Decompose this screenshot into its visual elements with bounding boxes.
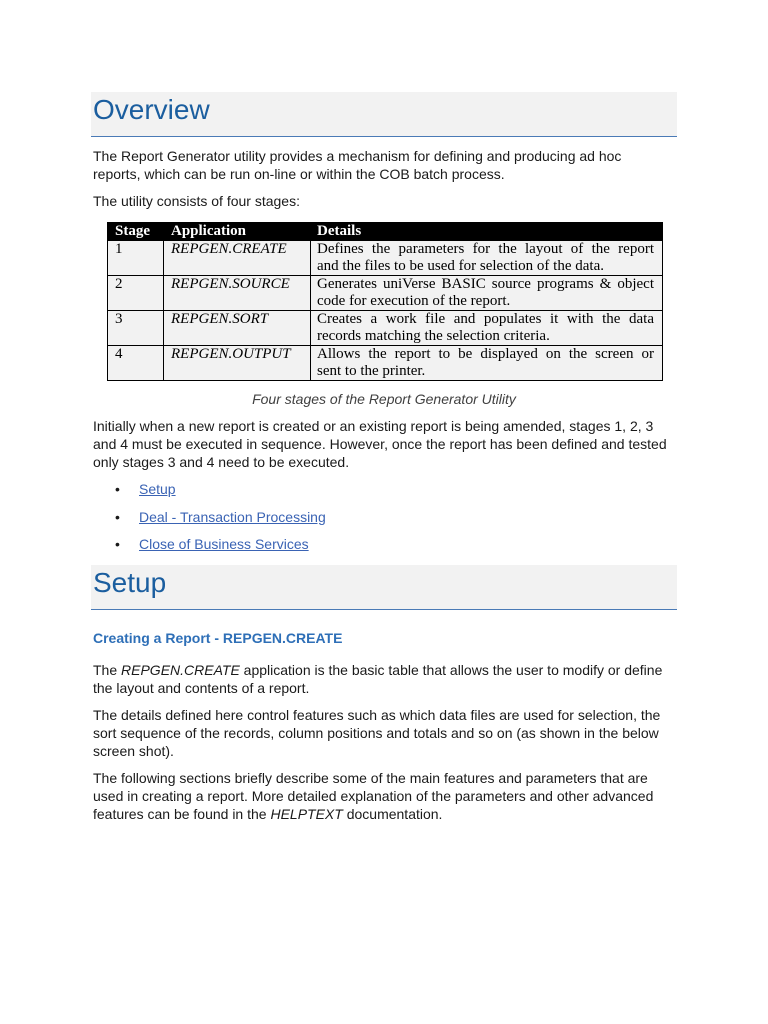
overview-heading-band [91,92,677,137]
table-cell-stage: 3 [108,311,163,345]
helptext-reference: HELPTEXT [270,806,343,822]
table-cell-application: REPGEN.OUTPUT [164,346,310,380]
details-paragraph [93,706,660,760]
text-line: The following sections briefly describe some of the main features and parameters that are [93,770,648,786]
application-name: REPGEN.CREATE [121,662,240,678]
setup-heading: Setup [93,567,167,598]
table-cell-details [311,311,662,345]
table-header-details: Details [311,223,662,240]
table-cell-details [311,241,662,275]
table-cell-application: REPGEN.CREATE [164,241,310,275]
text-line: Initially when a new report is created or an existing report is being amended, stages 1, 2, 3 [93,418,654,434]
stages-intro-paragraph [93,192,300,210]
text-run: The [93,662,122,678]
table-caption: Four stages of the Report Generator Utility [252,391,516,407]
text-line [93,661,662,679]
table-cell-details [311,346,662,380]
text-line: and 4 must be executed in sequence. However, once the report has been defined and tested [93,436,667,452]
text-line [93,805,653,823]
table-cell-application: REPGEN.SOURCE [164,276,310,310]
text-line: the layout and contents of a report. [93,680,310,696]
text-line: reports, which can be run on-line or within the COB batch process. [93,166,505,182]
table-cell-stage: 1 [108,241,163,275]
text-line: used in creating a report. More detailed explanation of the parameters and other advanced [93,788,654,804]
text-line: sort sequence of the records, column positions and totals and so on (as shown in the below [93,725,659,741]
table-cell-stage: 4 [108,346,163,380]
stages-table [107,222,663,381]
table-header-stage: Stage [108,223,163,240]
sequence-paragraph [93,417,667,471]
details-line: sent to the printer. [317,363,426,379]
details-line: Creates a work file and populates it with the data [317,311,654,327]
link-setup[interactable]: Setup [139,481,176,497]
table-cell-details [311,276,662,310]
intro-paragraph [93,147,621,183]
text-line: only stages 3 and 4 need to be executed. [93,454,350,470]
text-line: The utility consists of four stages: [93,193,300,209]
text-line: screen shot). [93,743,174,759]
overview-heading: Overview [93,94,210,125]
text-run: application is the basic table that allows the user to modify or define [239,662,663,678]
text-run: features can be found in the [93,806,271,822]
details-line: Defines the parameters for the layout of the report [317,241,654,257]
link-deal-transaction-processing[interactable]: Deal - Transaction Processing [139,509,326,525]
details-line: Allows the report to be displayed on the screen or [317,346,654,362]
text-run: documentation. [342,806,443,822]
creating-report-subheading: Creating a Report - REPGEN.CREATE [93,630,343,646]
bullet-icon [115,508,120,526]
details-line: and the files to be used for selection of the data. [317,258,604,274]
table-cell-stage: 2 [108,276,163,310]
details-line: code for execution of the report. [317,293,511,309]
table-header-application: Application [164,223,310,240]
bullet-icon [115,535,120,553]
setup-heading-band [91,565,677,610]
text-line: The details defined here control features such as which data files are used for selection, the [93,707,661,723]
following-sections-paragraph [93,769,653,823]
bullet-icon [115,480,120,498]
repgen-create-paragraph [93,661,662,697]
link-close-of-business-services[interactable]: Close of Business Services [139,536,309,552]
table-cell-application: REPGEN.SORT [164,311,310,345]
text-line: The Report Generator utility provides a mechanism for defining and producing ad hoc [93,148,622,164]
details-line: records matching the selection criteria. [317,328,550,344]
details-line: Generates uniVerse BASIC source programs & object [317,276,654,292]
